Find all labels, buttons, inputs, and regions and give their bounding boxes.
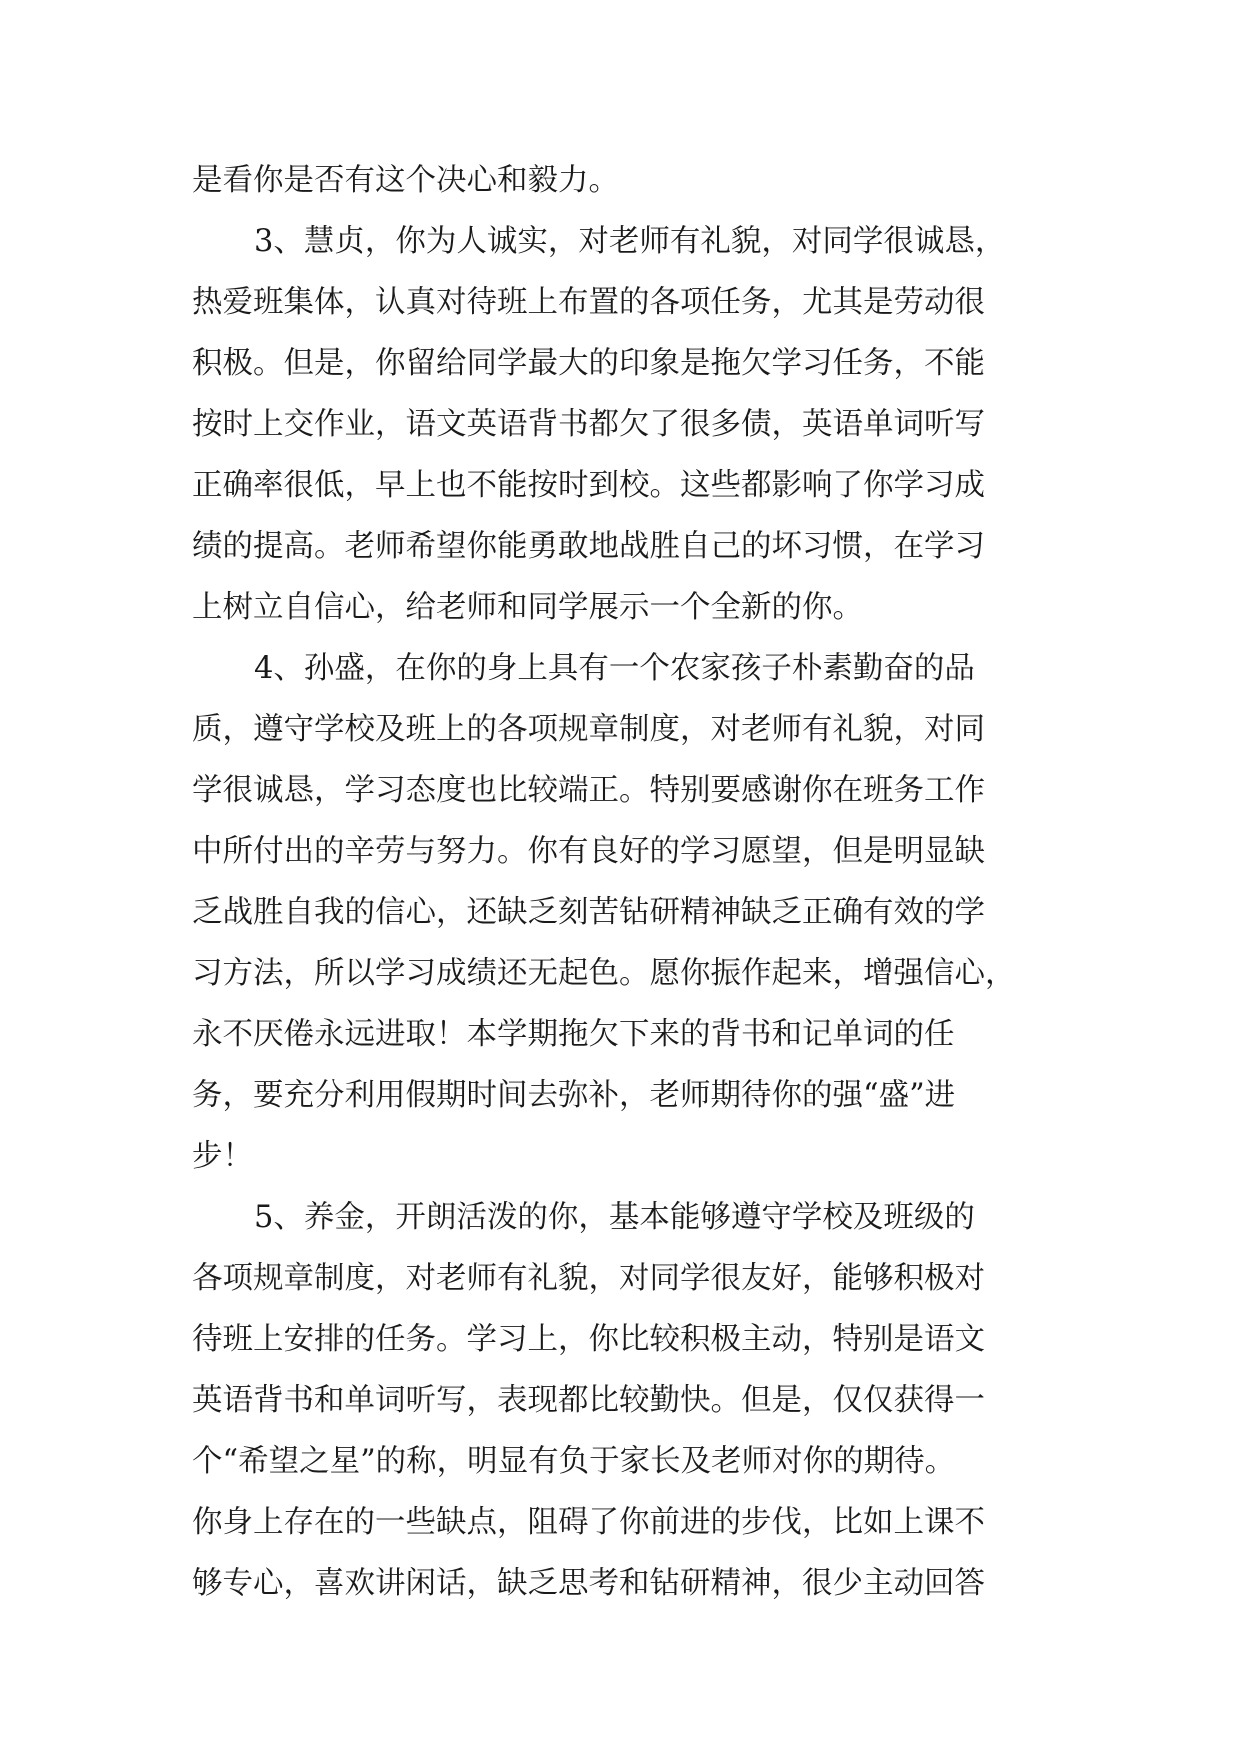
text-line: 学很诚恳，学习态度也比较端正。特别要感谢你在班务工作 — [192, 773, 985, 808]
text-line: 热爱班集体，认真对待班上布置的各项任务，尤其是劳动很 — [192, 285, 985, 320]
paragraph-first-line: 3、慧贞，你为人诚实，对老师有礼貌，对同学很诚恳， — [254, 224, 1006, 259]
text-line: 乏战胜自我的信心，还缺乏刻苦钻研精神缺乏正确有效的学 — [192, 895, 985, 930]
text-line: 你身上存在的一些缺点，阻碍了你前进的步伐，比如上课不 — [192, 1505, 985, 1540]
text-line: 待班上安排的任务。学习上，你比较积极主动，特别是语文 — [192, 1322, 985, 1357]
text-line: 绩的提高。老师希望你能勇敢地战胜自己的坏习惯，在学习 — [192, 529, 985, 564]
body-text — [192, 150, 1072, 1614]
text-line: 上树立自信心，给老师和同学展示一个全新的你。 — [192, 590, 863, 625]
text-line: 按时上交作业，语文英语背书都欠了很多债，英语单词听写 — [192, 407, 985, 442]
text-line: 是看你是否有这个决心和毅力。 — [192, 163, 619, 198]
text-line: 够专心，喜欢讲闲话，缺乏思考和钻研精神，很少主动回答 — [192, 1566, 985, 1601]
text-line: 正确率很低，早上也不能按时到校。这些都影响了你学习成 — [192, 468, 985, 503]
text-line: 永不厌倦永远进取！本学期拖欠下来的背书和记单词的任 — [192, 1017, 955, 1052]
text-line: 中所付出的辛劳与努力。你有良好的学习愿望，但是明显缺 — [192, 834, 985, 869]
paragraph-first-line: 4、孙盛，在你的身上具有一个农家孩子朴素勤奋的品 — [254, 651, 975, 686]
text-line: 质，遵守学校及班上的各项规章制度，对老师有礼貌，对同 — [192, 712, 985, 747]
text-line: 个“希望之星”的称，明显有负于家长及老师对你的期待。 — [192, 1444, 956, 1479]
text-line: 步！ — [192, 1139, 253, 1174]
text-line: 习方法，所以学习成绩还无起色。愿你振作起来，增强信心， — [192, 956, 1016, 991]
text-line: 英语背书和单词听写，表现都比较勤快。但是，仅仅获得一 — [192, 1383, 985, 1418]
text-line: 务，要充分利用假期时间去弥补，老师期待你的强“盛”进 — [192, 1078, 956, 1113]
text-line: 积极。但是，你留给同学最大的印象是拖欠学习任务，不能 — [192, 346, 985, 381]
text-line: 各项规章制度，对老师有礼貌，对同学很友好，能够积极对 — [192, 1261, 985, 1296]
paragraph-first-line: 5、养金，开朗活泼的你，基本能够遵守学校及班级的 — [254, 1200, 975, 1235]
